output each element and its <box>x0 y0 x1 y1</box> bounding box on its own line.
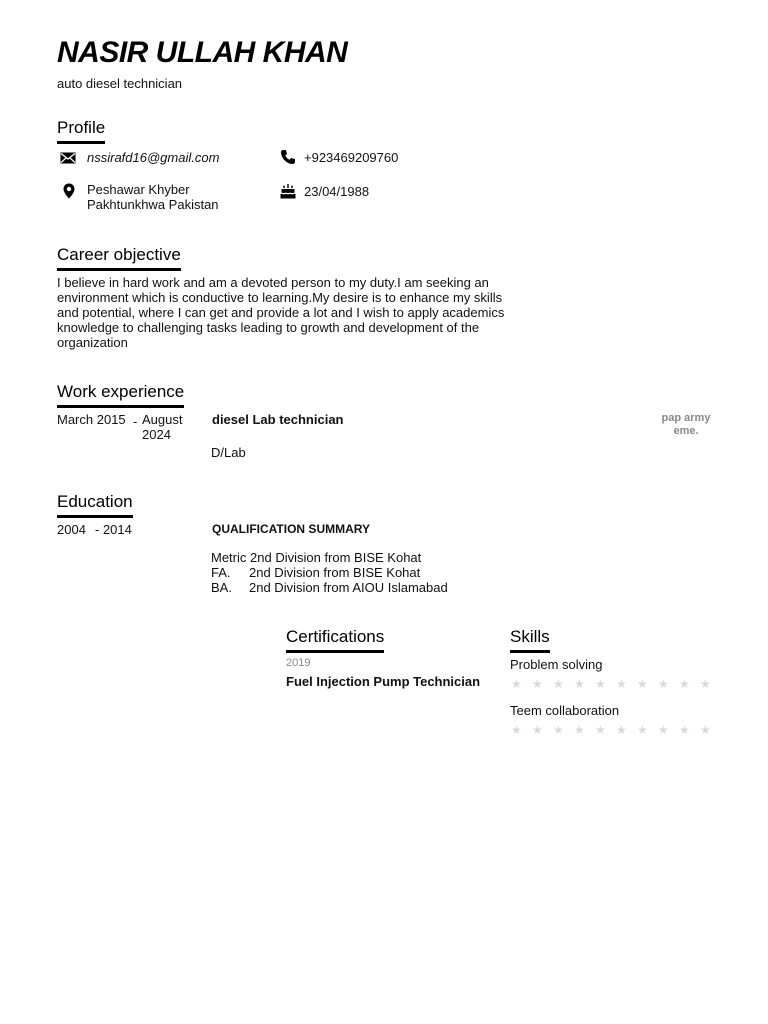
star-icon: ★ <box>595 723 606 737</box>
email-address[interactable]: nssirafd16@gmail.com <box>87 150 220 165</box>
phone-icon <box>280 149 296 165</box>
education-line-text: 2nd Division from BISE Kohat <box>250 550 422 565</box>
work-start-date: March 2015 <box>57 412 126 427</box>
star-icon: ★ <box>679 677 690 691</box>
star-icon: ★ <box>637 677 648 691</box>
star-icon: ★ <box>574 723 585 737</box>
star-icon: ★ <box>679 723 690 737</box>
career-objective-line: and potential, where I can get and provide a lot and I wish to apply academics <box>57 305 505 320</box>
skill-rating <box>511 677 721 691</box>
certification-year: 2019 <box>286 657 311 669</box>
education-title: QUALIFICATION SUMMARY <box>212 522 370 536</box>
career-objective-line: environment which is conductive to learning.My desire is to enhance my skills <box>57 290 503 305</box>
star-icon: ★ <box>532 677 543 691</box>
star-icon: ★ <box>700 677 711 691</box>
career-objective-heading: Career objective <box>57 245 181 271</box>
skill-name: Teem collaboration <box>510 703 620 718</box>
education-line-text: 2nd Division from BISE Kohat <box>249 565 421 580</box>
career-objective-line: organization <box>57 335 128 350</box>
work-employer-line: pap army <box>661 412 711 424</box>
education-line-label: BA. <box>211 580 232 595</box>
star-icon: ★ <box>511 677 522 691</box>
address-line-1: Peshawar Khyber <box>87 182 190 197</box>
education-line-label: FA. <box>211 565 231 580</box>
education-end-year: - 2014 <box>95 522 132 537</box>
address-line-2: Pakhtunkhwa Pakistan <box>87 197 219 212</box>
education-line <box>211 580 448 595</box>
address <box>87 182 219 212</box>
work-end-date-line: August <box>142 412 183 427</box>
cake-icon <box>280 183 296 199</box>
work-experience-heading: Work experience <box>57 382 184 408</box>
star-icon: ★ <box>511 723 522 737</box>
education-heading: Education <box>57 492 133 518</box>
work-role: diesel Lab technician <box>212 412 344 427</box>
work-employer-line: eme. <box>673 425 699 437</box>
work-end-date-line: 2024 <box>142 427 171 442</box>
work-description: D/Lab <box>211 445 246 460</box>
star-icon: ★ <box>700 723 711 737</box>
star-icon: ★ <box>616 723 627 737</box>
career-objective-line: I believe in hard work and am a devoted person to my duty.I am seeking an <box>57 275 489 290</box>
star-icon: ★ <box>595 677 606 691</box>
star-icon: ★ <box>553 723 564 737</box>
location-pin-icon <box>61 183 77 199</box>
education-line-text: 2nd Division from AIOU Islamabad <box>249 580 448 595</box>
certification-name: Fuel Injection Pump Technician <box>286 674 481 689</box>
envelope-icon <box>60 150 76 166</box>
skill-name: Problem solving <box>510 657 603 672</box>
star-icon: ★ <box>658 723 669 737</box>
star-icon: ★ <box>553 677 564 691</box>
certifications-heading: Certifications <box>286 627 384 653</box>
education-line-label: Metric <box>211 550 247 565</box>
star-icon: ★ <box>658 677 669 691</box>
education-line <box>211 565 420 580</box>
candidate-title: auto diesel technician <box>57 76 183 91</box>
career-objective-text <box>57 275 527 350</box>
candidate-name: NASIR ULLAH KHAN <box>57 36 348 69</box>
star-icon: ★ <box>574 677 585 691</box>
star-icon: ★ <box>532 723 543 737</box>
work-end-date <box>142 412 182 442</box>
phone-number[interactable]: +923469209760 <box>304 150 399 165</box>
work-employer <box>646 412 726 438</box>
education-start-year: 2004 <box>57 522 86 537</box>
skill-rating <box>511 723 721 737</box>
star-icon: ★ <box>637 723 648 737</box>
career-objective-line: knowledge to challenging tasks leading to growth and development of the <box>57 320 480 335</box>
work-date-separator: - <box>133 414 138 429</box>
birth-date: 23/04/1988 <box>304 184 370 199</box>
skills-heading: Skills <box>510 627 550 653</box>
profile-heading: Profile <box>57 118 105 144</box>
star-icon: ★ <box>616 677 627 691</box>
education-line <box>211 550 421 565</box>
